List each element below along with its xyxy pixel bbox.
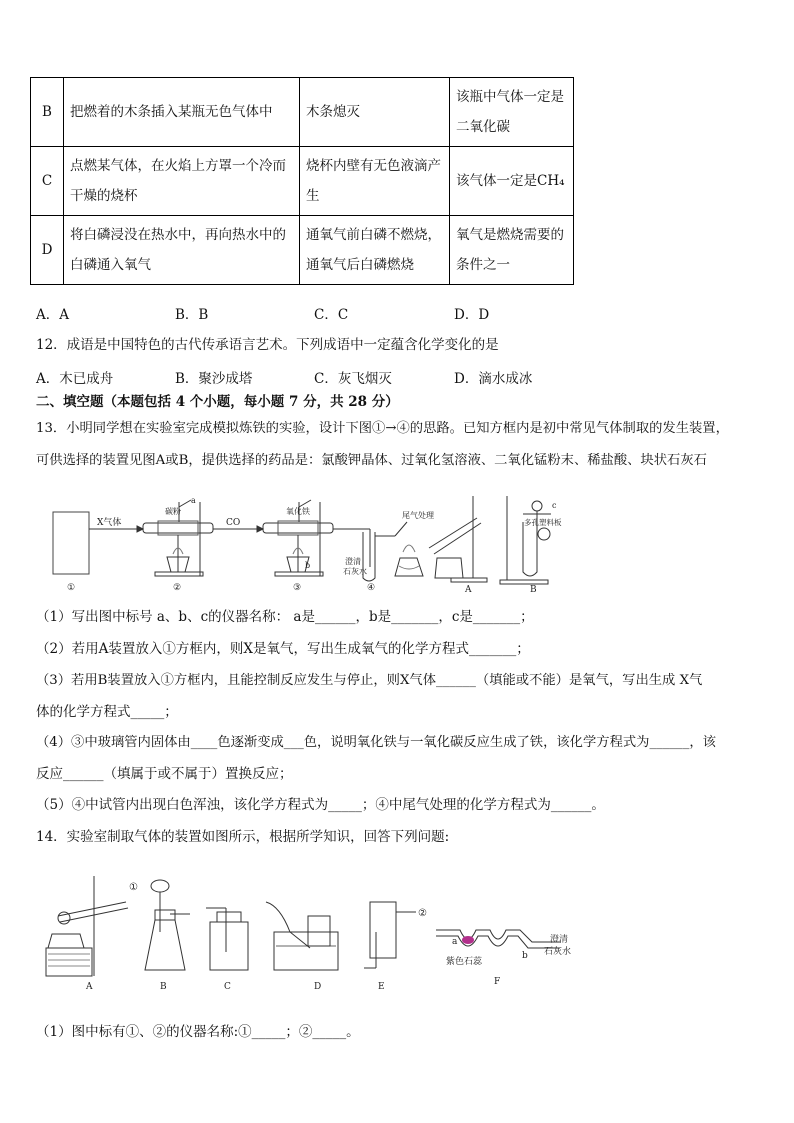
q13-part4-line1: （4）③中玻璃管内固体由____色逐渐变成___色，说明氧化铁与一氧化碳反应生成了铁，该化学方程式为______，该: [36, 735, 716, 750]
phenomenon-cell: 烧杯内壁有无色液滴产生: [300, 147, 450, 216]
iron-oxide-label: 氧化铁: [286, 507, 310, 516]
phenomenon-cell: 通氧气前白磷不燃烧，通氧气后白磷燃烧: [300, 216, 450, 285]
table-row: [31, 147, 574, 216]
q11-option-b: B．B: [175, 307, 209, 323]
q13-part4-line2: 反应______（填属于或不属于）置换反应；: [36, 766, 293, 782]
tail-gas-label: 尾气处理: [402, 511, 434, 520]
section-heading: 二、填空题（本题包括 4 个小题，每小题 7 分，共 28 分）: [36, 394, 399, 410]
q14-part1: （1）图中标有①、②的仪器名称:①_____；②_____。: [36, 1024, 360, 1040]
fig-number-1: ①: [67, 583, 76, 593]
fig14-number-2: ②: [418, 908, 427, 919]
co-label: CO: [226, 518, 241, 528]
fig14-label-c: C: [224, 982, 231, 992]
q13-part2: （2）若用A装置放入①方框内，则X是氧气，写出生成氧气的化学方程式_______；: [36, 641, 530, 657]
fig-number-3: ③: [293, 583, 302, 593]
q13-part3-line2: 体的化学方程式_____；: [36, 704, 178, 720]
fig14-label-b: B: [160, 982, 167, 992]
experiment-table: [30, 77, 574, 285]
fig14-number-1: ①: [129, 882, 138, 893]
limewater-label-1: 澄清: [345, 557, 361, 566]
fig-label-b: B: [530, 585, 537, 595]
conclusion-cell: 该瓶中气体一定是二氧化碳: [450, 78, 574, 147]
q13-part1: （1）写出图中标号 a、b、c的仪器名称： a是______，b是_______，c是_______；: [36, 609, 534, 625]
q12-option-d: D．滴水成冰: [454, 371, 533, 387]
q13-part5: （5）④中试管内出现白色浑浊，该化学方程式为_____；④中尾气处理的化学方程式为______。: [36, 797, 605, 813]
litmus-label: 紫色石蕊: [446, 957, 483, 967]
conclusion-cell: 该气体一定是CH₄: [450, 147, 574, 216]
fig14-label-a: A: [86, 982, 93, 992]
operation-cell: 将白磷浸没在热水中，再向热水中的白磷通入氧气: [64, 216, 300, 285]
q13-stem-line2: 可供选择的装置见图A或B，提供选择的药品是：氯酸钾晶体、过氧化氢溶液、二氧化锰粉末、稀盐酸、块状石灰石: [36, 453, 707, 468]
q11-option-c: C．C: [314, 307, 349, 323]
q11-option-a: A．A: [36, 307, 69, 323]
fig14-label-d: D: [314, 982, 322, 992]
lime-label-2: 石灰水: [544, 947, 572, 957]
fig-number-2: ②: [173, 583, 182, 593]
row-label: D: [31, 216, 64, 285]
operation-cell: 点燃某气体，在火焰上方罩一个冷而干燥的烧杯: [64, 147, 300, 216]
label-c: c: [552, 501, 557, 510]
fig14-label-f: F: [494, 977, 501, 987]
q13-apparatus-figure: [45, 492, 565, 596]
limewater-label-2: 石灰水: [343, 567, 367, 576]
porous-plate-label: 多孔塑料板: [524, 518, 562, 527]
fig-label-a: A: [465, 585, 472, 595]
lime-label-1: 澄清: [550, 935, 569, 945]
table-row: [31, 78, 574, 147]
q12-stem: 12．成语是中国特色的古代传承语言艺术。下列成语中一定蕴含化学变化的是: [36, 337, 499, 353]
fig-number-4: ④: [367, 583, 376, 593]
q14-apparatus-figure: [40, 872, 630, 994]
fig14-label-small-b: b: [522, 951, 528, 961]
label-a: a: [191, 496, 196, 505]
q12-option-b: B．聚沙成塔: [175, 371, 253, 387]
conclusion-cell: 氧气是燃烧需要的条件之一: [450, 216, 574, 285]
phenomenon-cell: 木条熄灭: [300, 78, 450, 147]
row-label: C: [31, 147, 64, 216]
q13-stem-line1: 13．小明同学想在实验室完成模拟炼铁的实验，设计下图①→④的思路。已知方框内是初中常见气体制取的发生装置，: [36, 421, 729, 436]
q11-option-d: D．D: [454, 307, 490, 323]
table-row: [31, 216, 574, 285]
fig14-label-small-a: a: [452, 937, 458, 947]
q13-part3-line1: （3）若用B装置放入①方框内，且能控制反应发生与停止，则X气体______（填能或不能）是氧气，写出生成 X气: [36, 673, 703, 688]
q14-stem: 14．实验室制取气体的装置如图所示，根据所学知识，回答下列问题:: [36, 829, 450, 845]
q12-option-a: A．木已成舟: [36, 371, 114, 387]
label-b: b: [305, 561, 311, 570]
fig14-label-e: E: [378, 982, 385, 992]
row-label: B: [31, 78, 64, 147]
litmus-drop: [462, 936, 474, 944]
operation-cell: 把燃着的木条插入某瓶无色气体中: [64, 78, 300, 147]
x-gas-label: X气体: [97, 518, 122, 528]
carbon-label: 碳粉: [165, 507, 181, 516]
q12-option-c: C．灰飞烟灭: [314, 371, 392, 387]
